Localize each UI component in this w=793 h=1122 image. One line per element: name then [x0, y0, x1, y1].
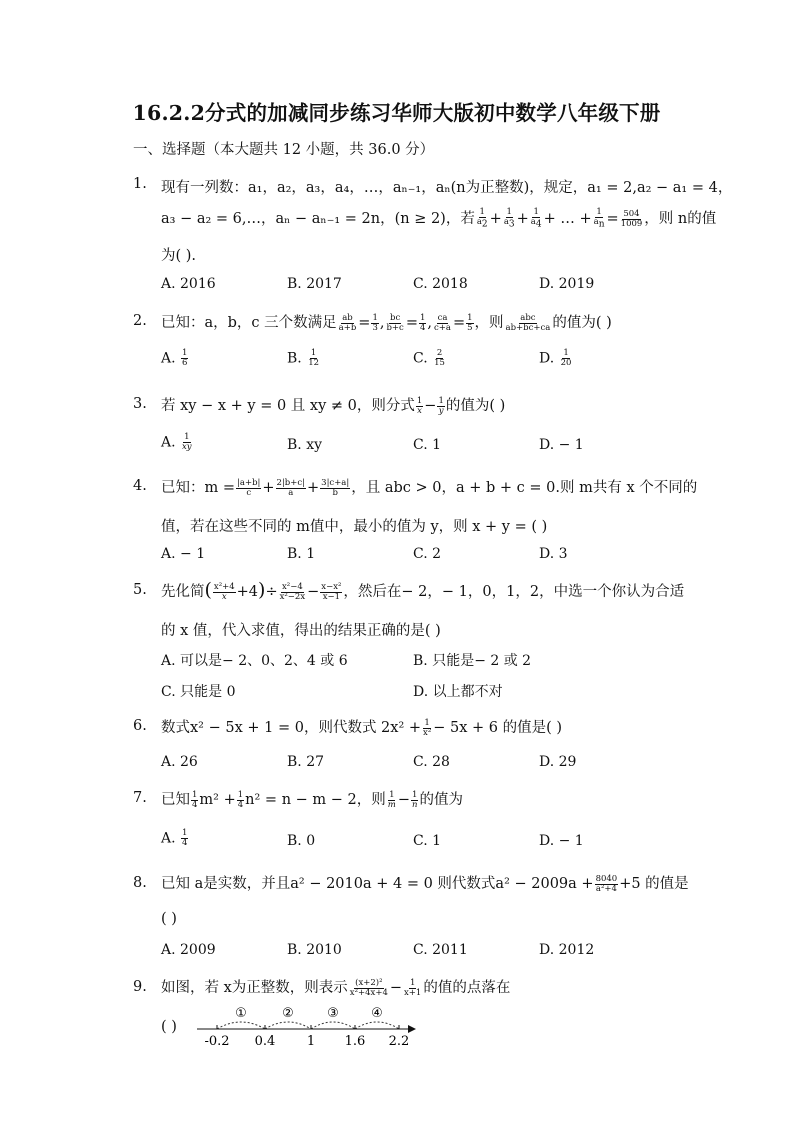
- text-segment: 数式x² − 5x + 1 = 0，则代数式 2x² +: [161, 720, 422, 736]
- text-segment: 的值为( ): [552, 315, 612, 331]
- option-c[interactable]: C. 2018: [413, 276, 468, 292]
- question-text: 现有一列数：a₁，a₂，a₃，a₄，…，aₙ₋₁，aₙ(n为正整数)，规定，a₁ = 2,a₂ − a₁ = 4，: [161, 180, 733, 196]
- fraction: $\frac{1}{n}$: [411, 789, 418, 810]
- option-b[interactable]: B. 只能是− 2 或 2: [413, 653, 532, 669]
- option-c[interactable]: C. 只能是 0: [161, 684, 236, 700]
- option-d[interactable]: D. 2012: [539, 942, 595, 958]
- fraction: $\frac{1}{a_n}$: [593, 206, 605, 230]
- question-text: 值，若在这些不同的 m值中，最小的值为 y，则 x + y = ( ): [161, 519, 548, 535]
- fraction: $\frac{\text{x²−4}}{\text{x²−2x}}$: [279, 581, 306, 602]
- fraction: $\frac{\text{x²+4}}{x}$: [213, 581, 235, 602]
- option-c[interactable]: C. 2011: [413, 942, 468, 958]
- option-d[interactable]: D. 以上都不对: [413, 684, 503, 700]
- fraction: $\frac{ca}{c+a}$: [434, 312, 451, 333]
- fraction: $\frac{1}{y}$: [438, 395, 444, 416]
- text-segment: m² +: [199, 792, 236, 808]
- question-number: 5.: [133, 582, 147, 598]
- fraction: $\frac{1}{4}$: [237, 789, 244, 810]
- text-segment: 已知: [161, 792, 190, 808]
- option-b[interactable]: B. 2010: [287, 942, 342, 958]
- question-number: 7.: [133, 790, 147, 806]
- fraction: $\frac{ab}{a+b}$: [338, 312, 357, 333]
- tick-label: 0.4: [254, 1034, 276, 1049]
- question-text: [161, 716, 562, 737]
- fraction: $\frac{1}{m}$: [387, 789, 396, 810]
- region-arc: [265, 1022, 311, 1029]
- region-label-4: ④: [371, 1006, 383, 1021]
- region-label-1: ①: [235, 1006, 247, 1021]
- option-b[interactable]: B. xy: [287, 437, 322, 453]
- tick-label: 1: [306, 1034, 316, 1049]
- option-a[interactable]: A. 26: [161, 754, 198, 770]
- text-segment: 若 xy − x + y = 0 且 xy ≠ 0，则分式: [161, 398, 415, 414]
- question-number: 1.: [133, 176, 147, 192]
- fraction: $\frac{1}{a_4}$: [530, 206, 542, 230]
- text-segment: − 5x + 6 的值是( ): [433, 720, 563, 736]
- question-number: 9.: [133, 979, 147, 995]
- fraction: $\frac{1}{a_2}$: [476, 206, 488, 230]
- question-text: 已知：m = $\frac{|a+b|}{c}$ + $\frac{2|b+c|}{a}$ + $\frac{3|c+a|}{b}$ ，且 abc > 0，a + b + c = 0.则 m共有 x 个不同的: [161, 477, 698, 498]
- text-segment: a₃ − a₂ = 6,…，aₙ − aₙ₋₁ = 2n，(n ≥ 2)，若: [161, 211, 475, 227]
- option-c[interactable]: C. 28: [413, 754, 450, 770]
- option-b[interactable]: B. 2017: [287, 276, 342, 292]
- page-title: 16.2.2分式的加减同步练习华师大版初中数学八年级下册: [132, 101, 661, 125]
- fraction: $\frac{bc}{b+c}$: [386, 312, 404, 333]
- text-segment: ，则 n的值: [644, 211, 717, 227]
- question-text: 已知：a，b，c 三个数满足 $\frac{ab}{a+b}$ = $\frac{1}{3}$ , $\frac{bc}{b+c}$ = $\frac{1}{4}$ , $\frac{ca}{c+a}$ = $\frac{1}{5}$ ，则 $\frac{\text{abc}}{ab+bc+ca}$ 的值为( ): [161, 312, 612, 333]
- question-number: 6.: [133, 718, 147, 734]
- fraction: $\frac{1}{x+1}$: [404, 977, 422, 998]
- option-a[interactable]: A. 可以是− 2、0、2、4 或 6: [161, 653, 348, 669]
- region-label-3: ③: [327, 1006, 339, 1021]
- fraction: $\frac{1}{5}$: [467, 312, 473, 333]
- number-line-figure: [161, 1003, 431, 1053]
- fraction: $\frac{504}{1009}$: [620, 208, 643, 229]
- text-segment: ，且 abc > 0，a + b + c = 0.则 m共有 x 个不同的: [351, 480, 698, 496]
- fraction: $\frac{\text{abc}}{ab+bc+ca}$: [505, 312, 551, 333]
- option-d[interactable]: D. − 1: [539, 833, 584, 849]
- option-d[interactable]: D. 2019: [539, 276, 595, 292]
- question-text: 若 xy − x + y = 0 且 xy ≠ 0，则分式 $\frac{1}{x}$ − $\frac{1}{y}$ 的值为( ): [161, 395, 506, 416]
- question-text: 已知 $\frac{1}{4}$ m² + $\frac{1}{4}$ n² = n − m − 2，则 $\frac{1}{m}$ − $\frac{1}{n}$ 的值为: [161, 789, 463, 810]
- region-arc: [311, 1022, 355, 1029]
- tick-label: 1.6: [344, 1034, 366, 1049]
- question-text: ( ): [161, 911, 177, 927]
- fraction: $\frac{1}{4}$: [419, 312, 426, 333]
- option-a[interactable]: A. $\frac{1}{4}$: [161, 828, 188, 848]
- question-text: 的 x 值，代入求值，得出的结果正确的是( ): [161, 623, 441, 639]
- fraction: $\frac{\text{x−x²}}{x-1}$: [321, 581, 342, 602]
- question-number: 2.: [133, 313, 147, 329]
- question-number: 8.: [133, 875, 147, 891]
- fraction: $\frac{2|b+c|}{a}$: [276, 477, 305, 498]
- fraction: $\frac{|a+b|}{c}$: [237, 477, 261, 498]
- region-label-2: ②: [282, 1006, 294, 1021]
- answer-blank: ( ): [161, 1019, 177, 1035]
- option-b[interactable]: B. 27: [287, 754, 325, 770]
- question-text: [161, 872, 689, 893]
- text-segment: +5 的值是: [619, 876, 689, 892]
- fraction: $\frac{\text{(x+2)²}}{\text{x²+4x+4}}$: [349, 977, 388, 998]
- option-b[interactable]: B. 1: [287, 546, 316, 562]
- question-number: 4.: [133, 478, 147, 494]
- text-segment: 先化简: [161, 584, 205, 600]
- option-a[interactable]: A. $\frac{1}{xy}$: [161, 432, 192, 452]
- text-segment: n² = n − m − 2，则: [245, 792, 386, 808]
- question-text: 先化简( $\frac{\text{x²+4}}{x}$ +4)÷ $\frac{\text{x²−4}}{\text{x²−2x}}$ − $\frac{\text{x−x²}}{x-1}$ ，然后在− 2，− 1，0，1，2，中选一个你认为合适: [161, 579, 685, 602]
- fraction: $\frac{3|c+a|}{b}$: [321, 477, 350, 498]
- question-text: 为( ).: [161, 248, 197, 264]
- option-a[interactable]: A. − 1: [161, 546, 206, 562]
- option-b[interactable]: B. 0: [287, 833, 316, 849]
- fraction: $\frac{1}{\text{x²}}$: [423, 717, 432, 738]
- tick-label: -0.2: [204, 1034, 230, 1049]
- question-text: 如图，若 x为正整数，则表示 $\frac{\text{(x+2)²}}{\text{x²+4x+4}}$ − $\frac{1}{x+1}$ 的值的点落在: [161, 977, 511, 998]
- fraction: $\frac{8040}{\text{a²+4}}$: [595, 873, 618, 894]
- region-arc: [217, 1022, 265, 1029]
- text-segment: 的值为( ): [445, 398, 506, 414]
- option-d[interactable]: D. $\frac{1}{20}$: [539, 348, 572, 368]
- question-text: a₃ − a₂ = 6,…，aₙ − aₙ₋₁ = 2n，(n ≥ 2)，若 $\frac{1}{a_2}$ + $\frac{1}{a_3}$ + $\frac{1}{a_4}$ + … + $\frac{1}{a_n}$ = $\frac{504}{1009}$ ，则 n的值: [161, 206, 717, 230]
- question-number: 3.: [133, 396, 147, 412]
- option-d[interactable]: D. 3: [539, 546, 568, 562]
- section-heading: 一、选择题（本大题共 12 小题，共 36.0 分）: [133, 142, 435, 158]
- option-d[interactable]: D. 29: [539, 754, 577, 770]
- text-segment: ，然后在− 2，− 1，0，1，2，中选一个你认为合适: [343, 584, 685, 600]
- option-a[interactable]: A. 2016: [161, 276, 216, 292]
- text-segment: 已知：a，b，c 三个数满足: [161, 315, 337, 331]
- text-segment: ，则: [474, 315, 504, 331]
- fraction: $\frac{1}{x}$: [416, 395, 423, 416]
- option-c[interactable]: C. 1: [413, 833, 442, 849]
- text-segment: 的值的点落在: [423, 980, 511, 996]
- option-a[interactable]: A. 2009: [161, 942, 216, 958]
- text-segment: 已知 a是实数，并且a² − 2010a + 4 = 0 则代数式a² − 2009a +: [161, 876, 594, 892]
- fraction: $\frac{1}{3}$: [372, 312, 378, 333]
- fraction: $\frac{1}{a_3}$: [503, 206, 515, 230]
- fraction: $\frac{1}{4}$: [192, 789, 198, 810]
- option-c[interactable]: C. $\frac{2}{15}$: [413, 348, 445, 368]
- option-a[interactable]: A. $\frac{1}{6}$: [161, 348, 188, 368]
- text-segment: 已知：m =: [161, 480, 236, 496]
- region-arc: [355, 1022, 399, 1029]
- text-segment: 如图，若 x为正整数，则表示: [161, 980, 348, 996]
- option-d[interactable]: D. − 1: [539, 437, 584, 453]
- tick-label: 2.2: [388, 1034, 410, 1049]
- text-segment: 的值为: [419, 792, 463, 808]
- option-c[interactable]: C. 2: [413, 546, 442, 562]
- option-c[interactable]: C. 1: [413, 437, 442, 453]
- option-b[interactable]: B. $\frac{1}{12}$: [287, 348, 320, 368]
